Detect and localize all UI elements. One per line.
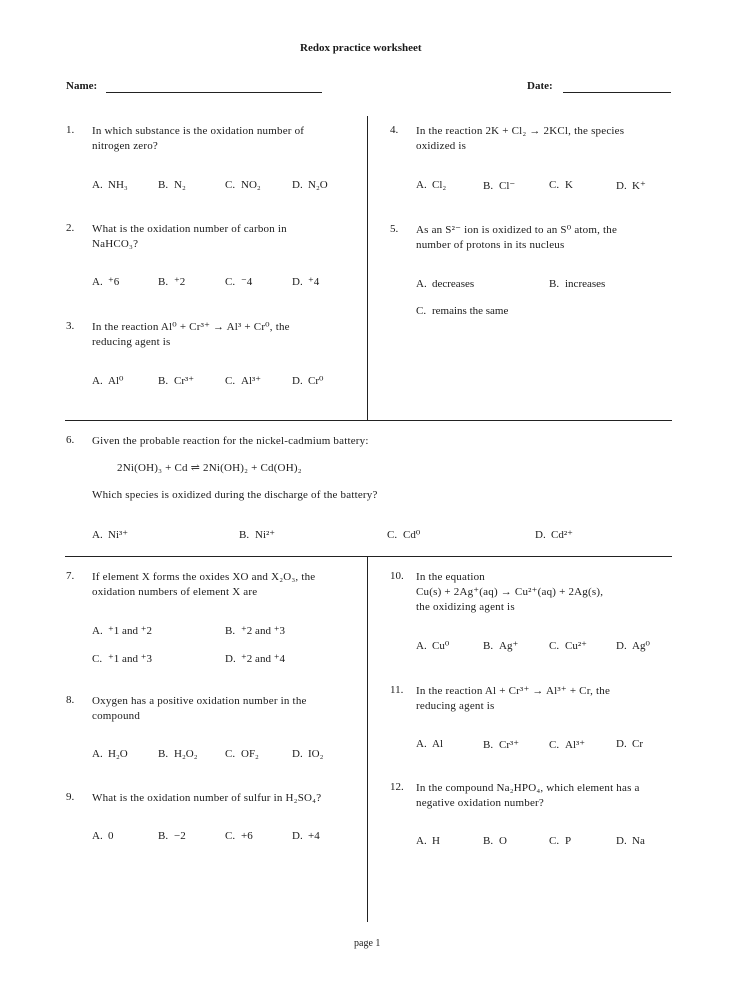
reaction-equation: 2Ni(OH)₃ + Cd ⇌ 2Ni(OH)₂ + Cd(OH)₂ xyxy=(117,462,302,474)
option-b[interactable]: B. Ag⁺ xyxy=(483,640,519,652)
question-number: 4. xyxy=(390,124,399,136)
option-b[interactable]: B. N₂ xyxy=(158,179,186,191)
name-field[interactable] xyxy=(106,92,322,93)
option-d[interactable]: D. ⁺2 and ⁺4 xyxy=(225,653,285,665)
option-a[interactable]: A. Al⁰ xyxy=(92,375,124,387)
option-b[interactable]: B. −2 xyxy=(158,830,186,842)
question-number: 6. xyxy=(66,434,75,446)
question-number: 11. xyxy=(390,684,404,696)
option-a[interactable]: A. decreases xyxy=(416,278,475,290)
option-c[interactable]: C. Cu²⁺ xyxy=(549,640,587,652)
option-c[interactable]: C. ⁻4 xyxy=(225,276,253,288)
option-b[interactable]: B. Cr³⁺ xyxy=(158,375,195,387)
option-d[interactable]: D. Cr xyxy=(616,738,643,750)
section-divider-1 xyxy=(65,420,672,421)
option-b[interactable]: B. Ni²⁺ xyxy=(239,529,276,541)
option-a[interactable]: A. H₂O xyxy=(92,748,128,760)
option-d[interactable]: D. Cd²⁺ xyxy=(535,529,573,541)
question-number: 12. xyxy=(390,781,404,793)
option-a[interactable]: A. Cl₂ xyxy=(416,179,447,191)
option-d[interactable]: D. K⁺ xyxy=(616,180,646,192)
name-label: Name: xyxy=(66,80,98,92)
question-prompt: Which species is oxidized during the discharge of the battery? xyxy=(92,489,378,501)
option-b[interactable]: B. Cr³⁺ xyxy=(483,739,520,751)
section-divider-2 xyxy=(65,556,672,557)
page-number: page 1 xyxy=(354,938,381,949)
option-c[interactable]: C. ⁺1 and ⁺3 xyxy=(92,653,152,665)
date-field[interactable] xyxy=(563,92,671,93)
question-number: 8. xyxy=(66,694,75,706)
column-divider-bottom xyxy=(367,556,368,922)
page-title: Redox practice worksheet xyxy=(300,42,422,54)
column-divider-top xyxy=(367,116,368,420)
question-number: 7. xyxy=(66,570,75,582)
question-text: Given the probable reaction for the nickel-cadmium battery: xyxy=(92,435,369,447)
option-c[interactable]: C. Al³⁺ xyxy=(549,739,586,751)
question-text: In the reaction Al⁰ + Cr³⁺ → Al³ + Cr⁰, the reducing agent is xyxy=(92,321,290,348)
question-number: 2. xyxy=(66,222,75,234)
option-d[interactable]: D. +4 xyxy=(292,830,320,842)
option-c[interactable]: C. P xyxy=(549,835,572,847)
question-number: 9. xyxy=(66,791,75,803)
question-text: In the reaction 2K + Cl₂ → 2KCl, the species oxidized is xyxy=(416,125,625,152)
option-b[interactable]: B. Cl⁻ xyxy=(483,180,516,192)
question-text: If element X forms the oxides XO and X₂O₃, the oxidation numbers of element X are xyxy=(92,571,316,598)
option-a[interactable]: A. Cu⁰ xyxy=(416,640,450,652)
question-text: In the equation Cu(s) + 2Ag⁺(aq) → Cu²⁺(aq) + 2Ag(s), the oxidizing agent is xyxy=(416,571,604,613)
option-c[interactable]: C. remains the same xyxy=(416,305,509,317)
option-c[interactable]: C. K xyxy=(549,179,573,191)
question-text: What is the oxidation number of carbon in NaHCO₃? xyxy=(92,223,287,250)
question-text: As an S²⁻ ion is oxidized to an S⁰ atom, the number of protons in its nucleus xyxy=(416,224,618,251)
option-d[interactable]: D. N₂O xyxy=(292,179,328,191)
question-number: 5. xyxy=(390,223,399,235)
option-d[interactable]: D. Na xyxy=(616,835,645,847)
question-text: Oxygen has a positive oxidation number in the compound xyxy=(92,695,307,722)
question-text: In which substance is the oxidation number of nitrogen zero? xyxy=(92,125,305,152)
option-c[interactable]: C. OF₂ xyxy=(225,748,259,760)
option-c[interactable]: C. NO₂ xyxy=(225,179,261,191)
option-c[interactable]: C. Al³⁺ xyxy=(225,375,262,387)
option-a[interactable]: A. H xyxy=(416,835,440,847)
option-a[interactable]: A. Al xyxy=(416,738,443,750)
option-b[interactable]: B. ⁺2 xyxy=(158,276,186,288)
option-a[interactable]: A. ⁺1 and ⁺2 xyxy=(92,625,152,637)
option-a[interactable]: A. ⁺6 xyxy=(92,276,120,288)
option-b[interactable]: B. ⁺2 and ⁺3 xyxy=(225,625,285,637)
option-b[interactable]: B. H₂O₂ xyxy=(158,748,198,760)
date-label: Date: xyxy=(527,80,553,92)
option-d[interactable]: D. Cr⁰ xyxy=(292,375,324,387)
option-b[interactable]: B. O xyxy=(483,835,507,847)
option-d[interactable]: D. IO₂ xyxy=(292,748,324,760)
option-d[interactable]: D. Ag⁰ xyxy=(616,640,650,652)
question-text: In the reaction Al + Cr³⁺ → Al³⁺ + Cr, the reducing agent is xyxy=(416,685,611,712)
option-b[interactable]: B. increases xyxy=(549,278,606,290)
question-text: What is the oxidation number of sulfur in H₂SO₄? xyxy=(92,792,322,804)
option-a[interactable]: A. Ni³⁺ xyxy=(92,529,129,541)
question-number: 1. xyxy=(66,124,75,136)
question-number: 10. xyxy=(390,570,404,582)
option-a[interactable]: A. NH₃ xyxy=(92,179,128,191)
option-c[interactable]: C. +6 xyxy=(225,830,253,842)
question-number: 3. xyxy=(66,320,75,332)
option-a[interactable]: A. 0 xyxy=(92,830,114,842)
question-text: In the compound Na₂HPO₄, which element has a negative oxidation number? xyxy=(416,782,640,809)
option-c[interactable]: C. Cd⁰ xyxy=(387,529,421,541)
option-d[interactable]: D. ⁺4 xyxy=(292,276,320,288)
